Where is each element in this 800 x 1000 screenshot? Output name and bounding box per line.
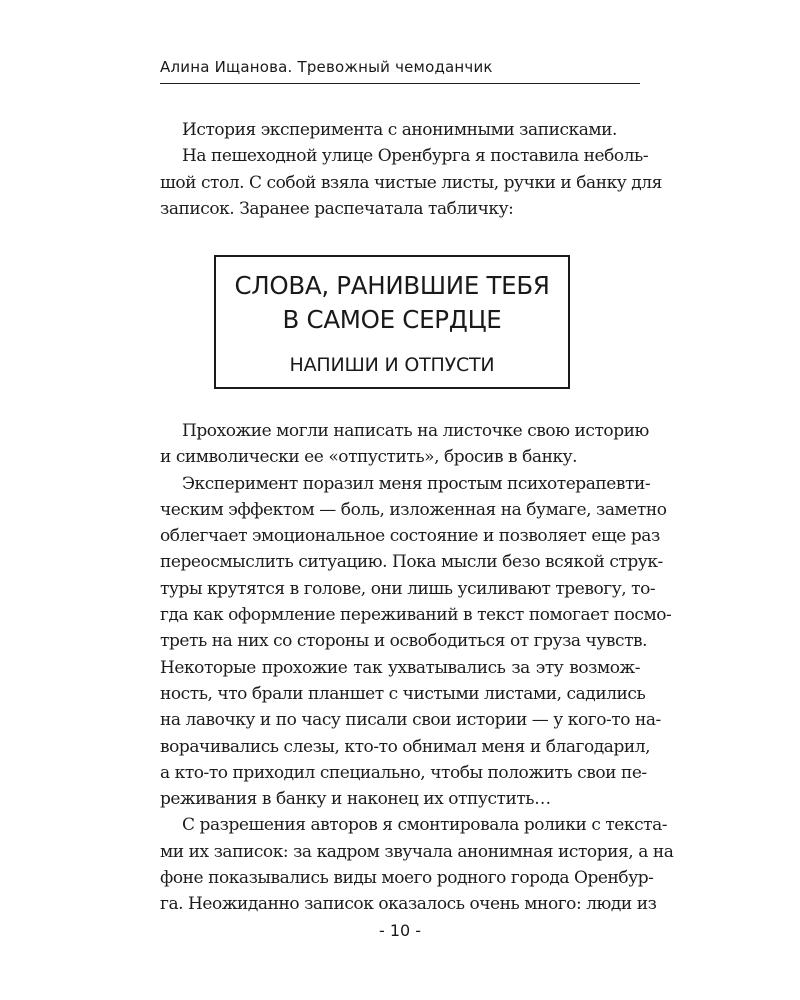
paragraph-line: а кто-то приходил специально, чтобы положить свои пе- <box>160 762 647 783</box>
paragraph-line: переосмыслить ситуацию. Пока мысли безо всякой струк- <box>160 552 663 573</box>
paragraph-line: С разрешения авторов я смонтировала ролики с текста- <box>182 815 668 836</box>
paragraph-line: шой стол. С собой взяла чистые листы, ручки и банку для <box>160 172 662 193</box>
paragraph-line: ческим эффектом — боль, изложенная на бумаге, заметно <box>160 499 667 520</box>
paragraph-line: фоне показывались виды моего родного города Оренбур- <box>160 868 654 889</box>
paragraph-line: Эксперимент поразил меня простым психотерапевти- <box>182 473 651 494</box>
paragraph-line: ность, что брали планшет с чистыми листами, садились <box>160 683 646 704</box>
paragraph-line: гда как оформление переживаний в текст помогает посмо- <box>160 605 672 626</box>
paragraph-line: туры крутятся в голове, они лишь усиливают тревогу, то- <box>160 578 656 599</box>
page-number: - 10 - <box>378 921 422 940</box>
paragraph-line: Некоторые прохожие так ухватывались за эту возмож- <box>160 657 640 678</box>
paragraph-line: облегчает эмоциональное состояние и позволяет еще раз <box>160 526 660 547</box>
paragraph-line: ворачивались слезы, кто-то обнимал меня и благодарил, <box>160 736 651 757</box>
paragraph-line: реживания в банку и наконец их отпустить… <box>160 789 551 810</box>
paragraph-line: на лавочку и по часу писали свои истории — у кого-то на- <box>160 710 661 731</box>
intro-text <box>160 117 662 222</box>
sign-line-3: НАПИШИ И ОТПУСТИ <box>289 354 495 376</box>
running-header: Алина Ищанова. Тревожный чемоданчик <box>160 58 493 76</box>
paragraph-line: На пешеходной улице Оренбурга я поставила неболь- <box>182 146 649 167</box>
paragraph-line: и символически ее «отпустить», бросив в банку. <box>160 447 578 468</box>
header-rule <box>160 83 640 84</box>
paragraph-line: ми их записок: за кадром звучала анонимная история, а на <box>160 841 674 862</box>
paragraph-line: га. Неожиданно записок оказалось очень много: люди из <box>160 894 657 915</box>
sign-box <box>214 255 570 389</box>
sign-line-2: В САМОЕ СЕРДЦЕ <box>282 305 502 334</box>
paragraph-line: треть на них со стороны и освободиться от груза чувств. <box>160 631 648 652</box>
paragraph-line: записок. Заранее распечатала табличку: <box>160 198 514 219</box>
paragraph-line: Прохожие могли написать на листочке свою историю <box>182 421 649 441</box>
paragraph-line: История эксперимента с анонимными записками. <box>182 120 617 140</box>
main-text <box>160 418 674 918</box>
sign-line-1: СЛОВА, РАНИВШИЕ ТЕБЯ <box>234 271 550 300</box>
